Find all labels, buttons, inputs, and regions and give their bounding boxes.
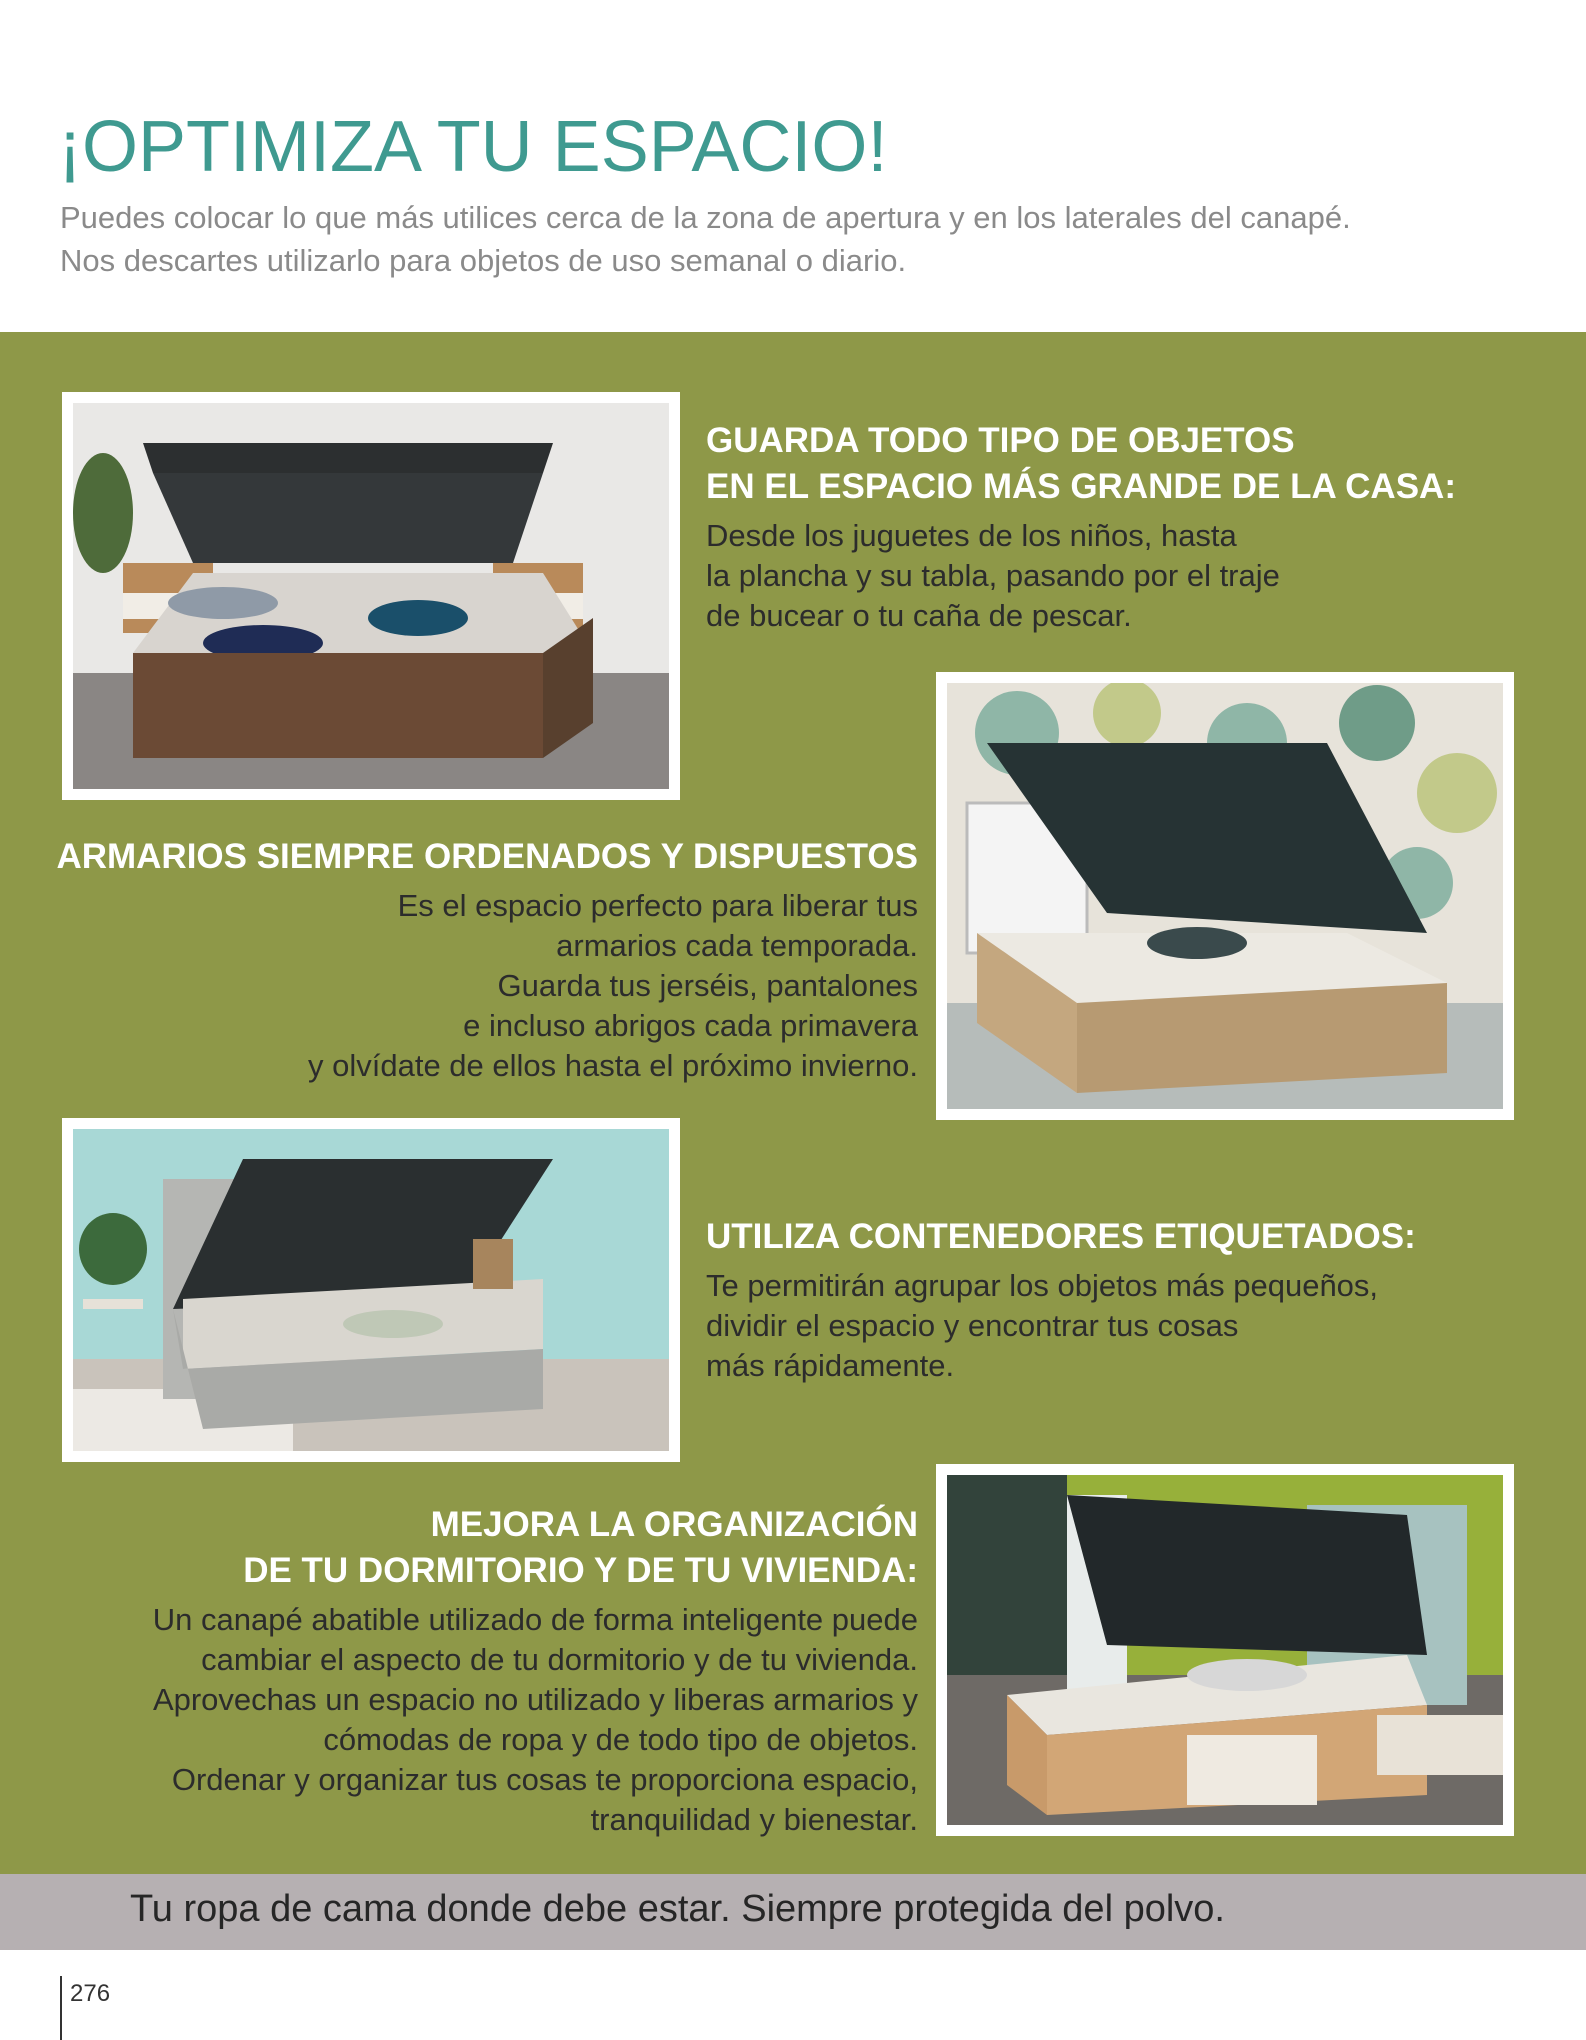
intro-text: [60, 196, 1540, 282]
page-number-rule: [60, 1976, 62, 2040]
intro-line: Puedes colocar lo que más utilices cerca de la zona de apertura y en los laterales del canapé.: [60, 200, 1351, 235]
page-title: ¡OPTIMIZA TU ESPACIO!: [58, 107, 888, 187]
body-line: la plancha y su tabla, pasando por el traje: [706, 558, 1280, 593]
bed-photo-grey: [62, 1118, 680, 1462]
section-heading: [706, 1214, 1416, 1260]
body-line: Te permitirán agrupar los objetos más pequeños,: [706, 1268, 1379, 1303]
page-number: 276: [70, 1980, 111, 2007]
body-line: más rápidamente.: [706, 1348, 955, 1383]
section-contenedores: [706, 1214, 1416, 1386]
section-body: [706, 1266, 1416, 1386]
body-line: armarios cada temporada.: [556, 928, 918, 963]
section-heading: [706, 418, 1456, 510]
section-heading: [40, 1502, 918, 1594]
body-line: dividir el espacio y encontrar tus cosas: [706, 1308, 1239, 1343]
body-line: tranquilidad y bienestar.: [590, 1802, 918, 1837]
body-line: y olvídate de ellos hasta el próximo invierno.: [308, 1048, 918, 1083]
intro-line: Nos descartes utilizarlo para objetos de uso semanal o diario.: [60, 243, 907, 278]
body-line: Guarda tus jerséis, pantalones: [497, 968, 918, 1003]
section-organizacion: [40, 1502, 918, 1840]
section-heading: [40, 834, 918, 880]
bed-photo-oak: [936, 672, 1514, 1120]
body-line: Ordenar y organizar tus cosas te proporciona espacio,: [171, 1762, 918, 1797]
bed-photo-walnut: [62, 392, 680, 800]
body-line: cambiar el aspecto de tu dormitorio y de tu vivienda.: [201, 1642, 918, 1677]
body-line: e incluso abrigos cada primavera: [463, 1008, 918, 1043]
heading-line: GUARDA TODO TIPO DE OBJETOS: [706, 421, 1295, 460]
body-line: de bucear o tu caña de pescar.: [706, 598, 1132, 633]
heading-line: UTILIZA CONTENEDORES ETIQUETADOS:: [706, 1217, 1416, 1256]
body-line: Desde los juguetes de los niños, hasta: [706, 518, 1237, 553]
heading-line: MEJORA LA ORGANIZACIÓN: [430, 1505, 918, 1544]
section-body: [40, 886, 918, 1086]
heading-line: DE TU DORMITORIO Y DE TU VIVIENDA:: [243, 1551, 918, 1590]
body-line: cómodas de ropa y de todo tipo de objetos.: [323, 1722, 918, 1757]
heading-line: ARMARIOS SIEMPRE ORDENADOS Y DISPUESTOS: [56, 837, 918, 876]
section-guarda: [706, 418, 1456, 636]
section-armarios: [40, 834, 918, 1086]
bed-photo-drawer: [936, 1464, 1514, 1836]
section-body: [706, 516, 1456, 636]
heading-line: EN EL ESPACIO MÁS GRANDE DE LA CASA:: [706, 467, 1456, 506]
body-line: Es el espacio perfecto para liberar tus: [397, 888, 918, 923]
section-body: [40, 1600, 918, 1840]
body-line: Un canapé abatible utilizado de forma inteligente puede: [152, 1602, 918, 1637]
slogan-band: [0, 1874, 1586, 1950]
slogan-text: Tu ropa de cama donde debe estar. Siempre protegida del polvo.: [130, 1888, 1225, 1930]
body-line: Aprovechas un espacio no utilizado y liberas armarios y: [152, 1682, 918, 1717]
